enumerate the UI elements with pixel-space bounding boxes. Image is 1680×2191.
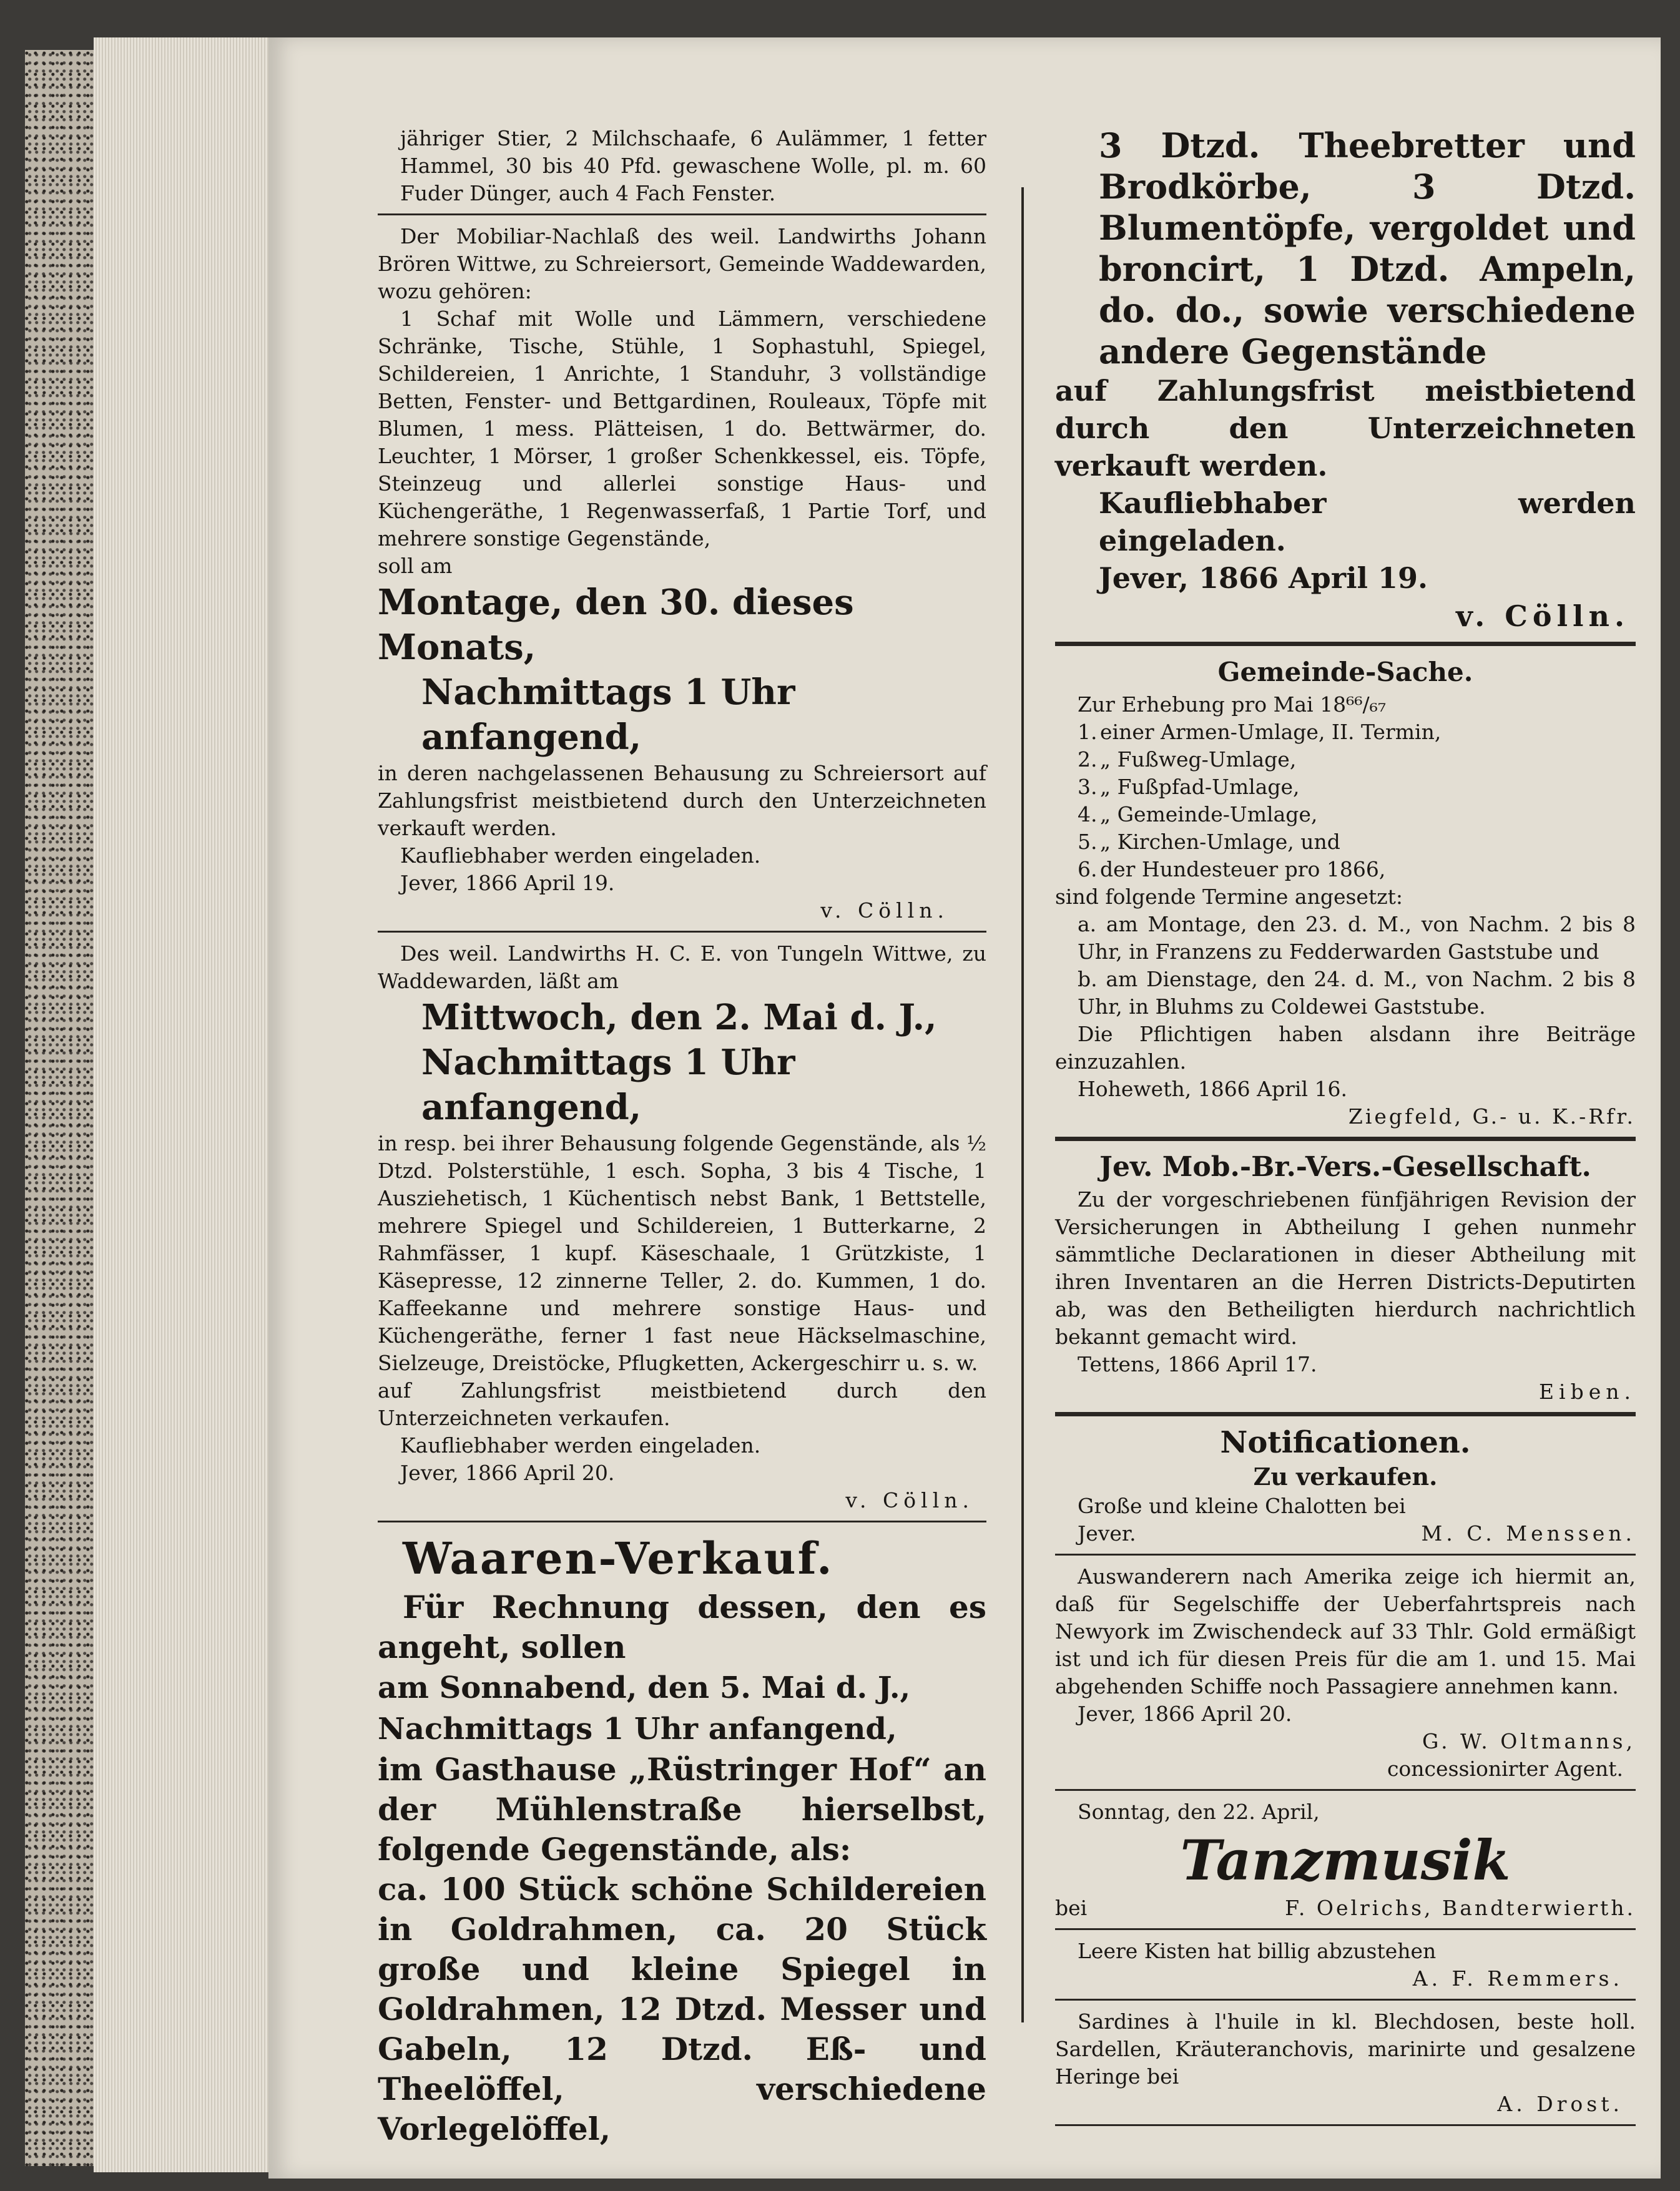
gemeinde-signature: Ziegfeld, G.- u. K.-Rfr. (1348, 1104, 1636, 1129)
chalotten-text: Große und kleine Chalotten bei (1078, 1494, 1406, 1518)
tanz-date: Sonntag, den 22. April, (1078, 1800, 1320, 1824)
chalotten-signature: M. C. Menssen. (1421, 1521, 1636, 1546)
list-item: 5. „ Kirchen-Umlage, und (1078, 830, 1340, 854)
ad1-items: 1 Schaf mit Wolle und Lämmern, verschiedene Schränke, Tische, Stühle, 1 Sophastuhl, Spiegel, Schildereien, 1 Anrichte, 1 Standuhr, 3 vollständige Betten, Fenster- und Bettgardinen, Rouleaux, Töpfe mit Blumen, 1 mess. Plätteisen, 1 do. Bettwärmer, do. Leuchter, 1 Mörser, 1 großer Schenkkessel, eis. Töpfe, Steinzeug und allerlei sonstige Haus- und Küchengeräthe, 1 Regenwasserfaß, 1 Partie Torf, und mehrere sonstige Gegenstände, (378, 306, 986, 551)
ad2-tail: auf Zahlungsfrist meistbietend durch den Unterzeichneten verkaufen. (378, 1378, 986, 1430)
ad2-invite: Kaufliebhaber werden eingeladen. (400, 1433, 761, 1458)
ad-versicherung (1055, 1149, 1636, 1406)
column-divider (1021, 187, 1024, 2022)
gemeinde-place: Hoheweth, 1866 April 16. (1078, 1077, 1347, 1101)
auswanderer-text: Auswanderern nach Amerika zeige ich hiermit an, daß für Segelschiffe der Ueberfahrtspreis nach Newyork im Zwischendeck auf 33 Thlr. Gold ermäßigt ist und ich für diesen Preis für die am 1. und 15. Mai abgehenden Schiffe noch Passagiere annehmen kann. (1055, 1564, 1636, 1698)
newspaper-page (268, 37, 1661, 2179)
cont-body: auf Zahlungsfrist meistbietend durch den Unterzeichneten verkauft werden. (1055, 374, 1636, 483)
ad3-title: Waaren-Verkauf. (403, 1532, 834, 1584)
ad-notificationen (1055, 1424, 1636, 2126)
auswanderer-role: concessionirter Agent. (1387, 1757, 1623, 1781)
ad1-date2: Nachmittags 1 Uhr anfangend, (421, 672, 795, 758)
versicherung-signature: Eiben. (1538, 1380, 1636, 1404)
versicherung-title: Jev. Mob.-Br.-Vers.-Gesellschaft. (1099, 1151, 1591, 1183)
sardines-signature: A. Drost. (1497, 2092, 1623, 2116)
ad1-soll: soll am (378, 554, 453, 578)
ad2-date2: Nachmittags 1 Uhr anfangend, (421, 1042, 795, 1128)
ad1-place: Jever, 1866 April 19. (400, 871, 615, 895)
right-column (1055, 125, 1636, 2134)
ad-waaren (378, 1530, 986, 2149)
divider (1055, 1999, 1636, 2001)
ad2-lead: Des weil. Landwirths H. C. E. von Tungeln Wittwe, zu Waddewarden, läßt am (378, 941, 986, 993)
ad2-signature: v. Cölln. (845, 1488, 974, 1512)
gemeinde-mid: sind folgende Termine angesetzt: (1055, 885, 1403, 909)
divider (1055, 2124, 1636, 2126)
auswanderer-place: Jever, 1866 April 20. (1078, 1702, 1292, 1726)
intro-text: jähriger Stier, 2 Milchschaafe, 6 Aulämmer, 1 fetter Hammel, 30 bis 40 Pfd. gewaschene Wolle, pl. m. 60 Fuder Dünger, auch 4 Fach Fenster. (400, 126, 986, 205)
list-item: 6. der Hundesteuer pro 1866, (1078, 857, 1386, 881)
tanz-signature-row (1055, 1894, 1636, 1922)
ad-continued (1055, 125, 1636, 635)
cont-items: 3 Dtzd. Theebretter und Brodkörbe, 3 Dtzd. Blumentöpfe, vergoldet und broncirt, 1 Dtzd. Ampeln, do. do., sowie verschiedene andere Gegenstände (1099, 125, 1636, 371)
gemeinde-title: Gemeinde-Sache. (1217, 657, 1473, 687)
cont-place: Jever, 1866 April 19. (1099, 561, 1428, 595)
divider (1055, 1412, 1636, 1416)
page-stack (94, 37, 268, 2172)
gemeinde-b: b. am Dienstage, den 24. d. M., von Nachm. 2 bis 8 Uhr, in Bluhms zu Coldewei Gaststube. (1078, 967, 1636, 1019)
ad1-invite: Kaufliebhaber werden eingeladen. (400, 843, 761, 868)
notif-title: Notificationen. (1220, 1425, 1471, 1460)
gemeinde-a: a. am Montage, den 23. d. M., von Nachm. 2 bis 8 Uhr, in Franzens zu Fedderwarden Gaststube und (1078, 912, 1636, 964)
ad3-items: ca. 100 Stück schöne Schildereien in Goldrahmen, ca. 20 Stück große und kleine Spiegel in Goldrahmen, 12 Dtzd. Messer und Gabeln, 12 Dtzd. Eß- und Theelöffel, verschiedene Vorlegelöffel, (378, 1871, 986, 2147)
list-item: 2. „ Fußweg-Umlage, (1078, 747, 1297, 772)
cont-invite: Kaufliebhaber werden eingeladen. (1099, 486, 1636, 557)
chalotten-place: Jever. (1078, 1521, 1136, 1546)
ad1-body: in deren nachgelassenen Behausung zu Schreiersort auf Zahlungsfrist meistbietend durch den Unterzeichneten verkauft werden. (378, 761, 986, 840)
ad-gemeinde (1055, 654, 1636, 1130)
tanz-bei: bei (1055, 1896, 1088, 1920)
versicherung-body: Zu der vorgeschriebenen fünfjährigen Revision der Versicherungen in Abtheilung I gehen nunmehr sämmtliche Declarationen in dieser Abtheilung mit ihren Inventaren an die Herren Districts-Deputirten ab, was den Betheiligten hierdurch nachrichtlich bekannt gemacht wird. (1055, 1187, 1636, 1349)
list-item: 1. einer Armen-Umlage, II. Termin, (1078, 720, 1442, 744)
ad3-date2: Nachmittags 1 Uhr anfangend, (378, 1712, 897, 1747)
divider (378, 931, 986, 933)
ad2-place: Jever, 1866 April 20. (400, 1461, 615, 1485)
book-edge (25, 50, 94, 2166)
tanz-signature: F. Oelrichs, Bandterwierth. (1285, 1896, 1636, 1920)
divider (378, 1521, 986, 1522)
divider (1055, 1137, 1636, 1141)
list-item: 4. „ Gemeinde-Umlage, (1078, 802, 1318, 826)
divider (1055, 1928, 1636, 1930)
gemeinde-lead: Zur Erhebung pro Mai 18⁶⁶/₆₇ (1078, 692, 1387, 717)
versicherung-place: Tettens, 1866 April 17. (1078, 1352, 1317, 1376)
ad3-intro: Für Rechnung dessen, den es angeht, sollen (378, 1589, 986, 1665)
left-column (378, 125, 986, 2149)
ad-tungeln (378, 940, 986, 1514)
divider (1055, 642, 1636, 646)
sardines-text: Sardines à l'huile in kl. Blechdosen, beste holl. Sardellen, Kräuteranchovis, marinirte und gesalzene Heringe bei (1055, 2009, 1636, 2089)
ad1-signature: v. Cölln. (820, 898, 949, 923)
notif-sub: Zu verkaufen. (1253, 1463, 1438, 1491)
divider (1055, 1554, 1636, 1556)
ad1-lead: Der Mobiliar-Nachlaß des weil. Landwirths Johann Brören Wittwe, zu Schreiersort, Gemeinde Waddewarden, wozu gehören: (378, 224, 986, 303)
ad2-date1: Mittwoch, den 2. Mai d. J., (421, 997, 937, 1038)
tanz-title: Tanzmusik (1180, 1828, 1511, 1893)
gemeinde-list (1055, 718, 1636, 883)
cont-signature: v. Cölln. (1456, 599, 1629, 633)
divider (1055, 1789, 1636, 1791)
auswanderer-signature: G. W. Oltmanns, (1422, 1729, 1636, 1753)
gemeinde-tail: Die Pflichtigen haben alsdann ihre Beiträge einzuzahlen. (1055, 1022, 1636, 1074)
divider (378, 213, 986, 215)
ad1-date1: Montage, den 30. dieses Monats, (378, 582, 854, 668)
ad3-date1: am Sonnabend, den 5. Mai d. J., (378, 1670, 911, 1705)
list-item: 3. „ Fußpfad-Umlage, (1078, 775, 1300, 799)
chalotten-signature-row (1055, 1520, 1636, 1547)
ad-brören (378, 223, 986, 924)
kisten-text: Leere Kisten hat billig abzustehen (1078, 1939, 1437, 1963)
kisten-signature: A. F. Remmers. (1412, 1966, 1623, 1991)
ad2-body: in resp. bei ihrer Behausung folgende Gegenstände, als ½ Dtzd. Polsterstühle, 1 esch. Sopha, 3 bis 4 Tische, 1 Ausziehetisch, 1 Küchentisch nebst Bank, 1 Bettstelle, mehrere Spiegel und Schildereien, 1 Butterkarne, 2 Rahmfässer, 1 kupf. Käseschaale, 1 Grützkiste, 1 Käsepresse, 12 zinnerne Teller, 2. do. Kummen, 1 do. Kaffeekanne und mehrere sonstige Haus- und Küchengeräthe, ferner 1 fast neue Häckselmaschine, Sielzeuge, Dreistöcke, Pflugketten, Ackergeschirr u. s. w. (378, 1131, 986, 1375)
ad3-body: im Gasthause „Rüstringer Hof“ an der Mühlenstraße hierselbst, folgende Gegenstände, als: (378, 1751, 986, 1868)
